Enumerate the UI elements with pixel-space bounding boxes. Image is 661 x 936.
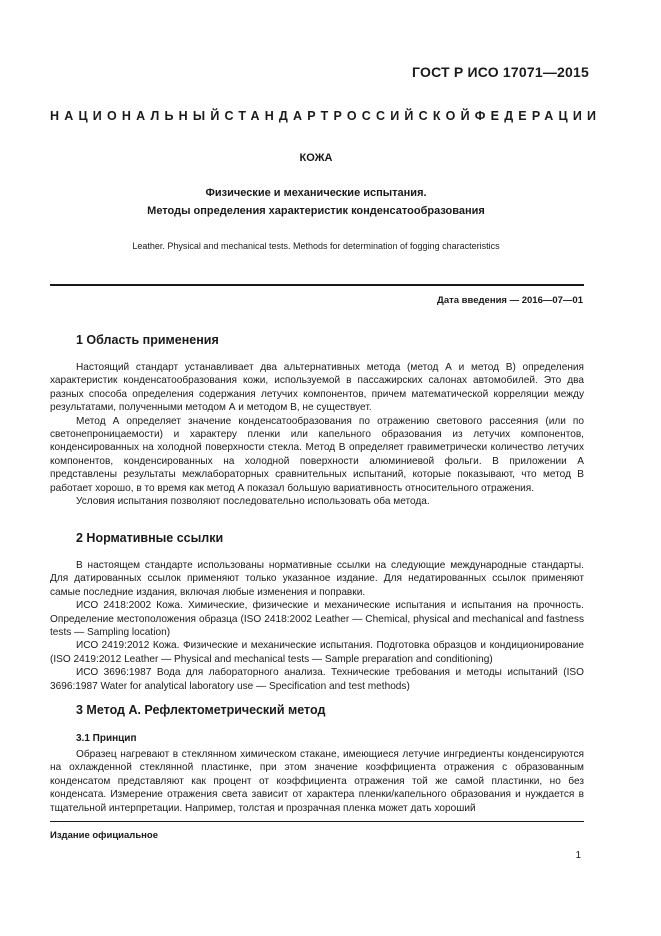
footer-divider [50, 821, 584, 822]
subsection-3-1-heading: 3.1 Принцип [76, 733, 137, 744]
national-word: РОССИЙСКОЙ [333, 109, 475, 123]
introduction-date: Дата введения — 2016—07—01 [437, 295, 583, 306]
official-edition-label: Издание официальное [50, 830, 158, 841]
document-code: ГОСТ Р ИСО 17071—2015 [412, 64, 589, 80]
reference-item: ИСО 3696:1987 Вода для лабораторного анализа. Технические требования и методы испытаний (ISO 3696:1987 Water for analytical laboratory use — Specification and test methods) [50, 667, 584, 692]
document-title: КОЖА [299, 152, 333, 164]
title-divider [50, 284, 584, 286]
page-number: 1 [575, 850, 581, 861]
section-2-body [50, 559, 584, 693]
paragraph: Настоящий стандарт устанавливает два альтернативных метода (метод А и метод В) определения характеристик конденсатообразования кожи, используемой в пассажирских салонах автомобилей. Это два разных способа определения содержания летучих компонентов, причем математической корреляции между результатами, полученными методом А и методом В, не существует. [50, 362, 584, 414]
paragraph: Метод А определяет значение конденсатообразования по отражению светового рассеяния (или по светонепроницаемости) и характеру пленки или капельного образования из летучих компонентов, конденсированных на холодной поверхности стекла. Метод В определяет гравиметрически количество летучих компонентов, конденсированных на холодной поверхности алюминиевой фольги. В приложении А представлены результаты межлабораторных сравнительных испытаний, которые показывают, что метод В работает хорошо, в то время как метод А показал большую вариативность относительного отражения. [50, 415, 584, 494]
paragraph: В настоящем стандарте использованы нормативные ссылки на следующие международные стандарты. Для датированных ссылок применяют только указанное издание. Для недатированных ссылок применяют самые последние издания, включая любые изменения и поправки. [50, 560, 584, 598]
national-word: СТАНДАРТ [224, 109, 334, 123]
national-standard-line [50, 109, 602, 123]
paragraph: Условия испытания позволяют последовательно использовать оба метода. [76, 496, 430, 508]
subtitle-line-1: Физические и механические испытания. [205, 187, 427, 199]
section-1-heading: 1 Область применения [76, 333, 219, 347]
section-2-heading: 2 Нормативные ссылки [76, 531, 224, 545]
reference-item: ИСО 2418:2002 Кожа. Химические, физические и механические испытания и испытания на прочность. Определение местоположения образца (ISO 2418:2002 Leather — Chemical, physical and mechanical and fastness tests — Sampling location) [50, 600, 584, 639]
section-3-body [50, 748, 584, 815]
english-title: Leather. Physical and mechanical tests. Methods for determination of fogging characteristics [132, 241, 500, 251]
reference-item: ИСО 2419:2012 Кожа. Физические и механические испытания. Подготовка образцов и кондиционирование (ISO 2419:2012 Leather — Physical and mechanical tests — Sample preparation and conditioning) [50, 640, 584, 665]
section-3-heading: 3 Метод А. Рефлектометрический метод [76, 703, 326, 717]
section-1-body [50, 361, 584, 508]
subtitle-line-2: Методы определения характеристик конденсатообразования [147, 205, 485, 217]
document-subtitle [50, 184, 582, 220]
national-word: НАЦИОНАЛЬНЫЙ [50, 109, 225, 123]
national-word: ФЕДЕРАЦИИ [474, 109, 602, 123]
paragraph: Образец нагревают в стеклянном химическом стакане, имеющиеся летучие ингредиенты конденсируются на охлажденной стеклянной пластинке, при этом значение коэффициента отражения с образованным конденсатом представляют как процент от коэффициента отражения той же самой пластинки, но без конденсата. Измерение отражения света зависит от характера пленки/капельного образования и нуждается в тщательной интерпретации. Например, толстая и прозрачная пленка может дать хороший [50, 749, 584, 814]
